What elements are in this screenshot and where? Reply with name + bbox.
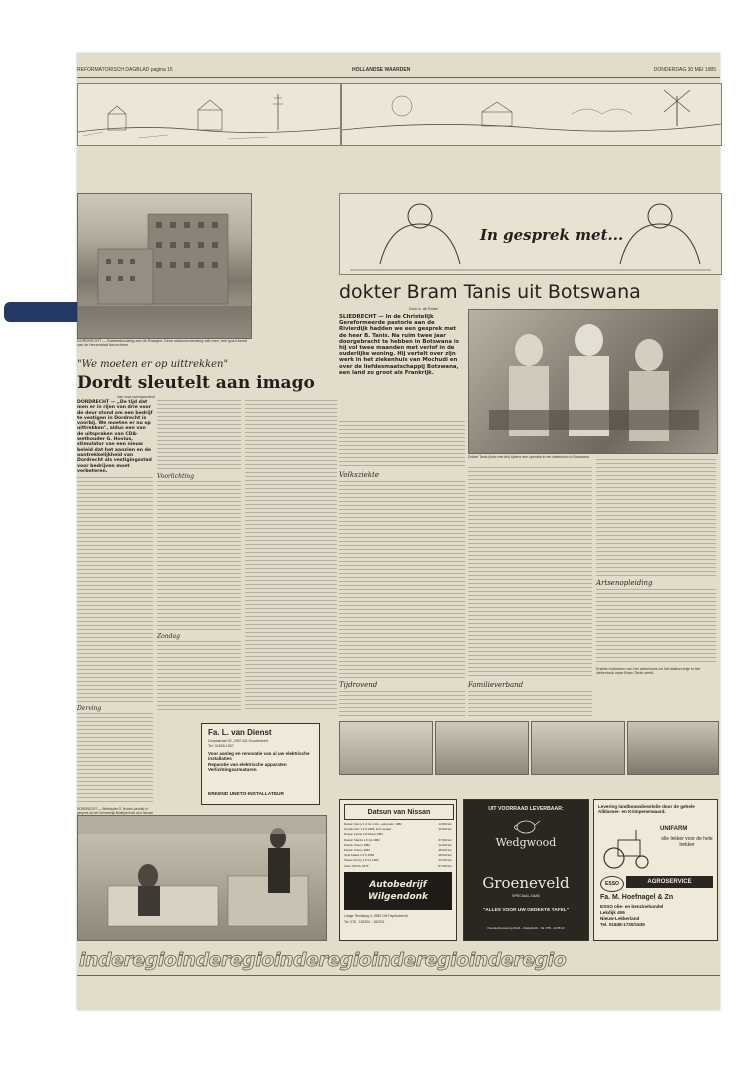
esso-brand: UNIFARM bbox=[660, 826, 688, 832]
dienst-line-1: Voor aanleg en renovatie van al uw elektrische installaties bbox=[208, 751, 310, 762]
dienst-address: Dorpsstraat 32, 2957 AG Goudeweert bbox=[208, 739, 269, 743]
interview-byline: Door A. de Ruiter bbox=[409, 307, 439, 311]
interview-header-drawing bbox=[339, 193, 722, 275]
interview-subhead-tijdrovend: Tijdrovend bbox=[339, 681, 378, 689]
page-bookmark-tab bbox=[4, 302, 78, 322]
esso-address-block bbox=[600, 904, 715, 928]
strip-photo-2 bbox=[435, 721, 529, 775]
ad-datsun bbox=[339, 799, 457, 941]
strip-photo-1 bbox=[339, 721, 433, 775]
dienst-phone: Tel. 01828-1507 bbox=[208, 744, 234, 748]
datsun-row-price: 67.000 km bbox=[438, 837, 452, 842]
teapot-icon bbox=[511, 816, 541, 834]
left-col2-text bbox=[157, 400, 241, 472]
interview-headline: dokter Bram Tanis uit Botswana bbox=[339, 281, 641, 303]
office-photo-image bbox=[78, 816, 326, 940]
dienst-lines bbox=[208, 751, 316, 773]
left-subhead-derving: Derving bbox=[77, 705, 102, 712]
datsun-row-car: Datsun Laurel 2.8 Diesel 1981 bbox=[344, 832, 383, 837]
datsun-address: Lange Tiendweg 4, 2953 CM Papendrecht bbox=[344, 914, 408, 918]
interview-bottom-caption: Enkele indrukken van het ziekenhuis en het stationnetje in het ziekenhuis waar Bram Tanis werkt. bbox=[596, 667, 701, 676]
dienst-line-3: Verlichtingsarmaturen bbox=[208, 767, 257, 773]
tractor-icon bbox=[600, 822, 654, 870]
interview-col2-text bbox=[468, 467, 592, 679]
wedgwood-tagline: "ALLES VOOR UW GEDEKTE TAFEL" bbox=[482, 908, 569, 913]
interview-col1-text-3 bbox=[339, 691, 465, 717]
header-date: DONDERDAG 30 MEI 1985 bbox=[653, 67, 716, 73]
datsun-row-car: Datsun Cherry 1982 bbox=[344, 842, 370, 847]
header-rule bbox=[77, 77, 720, 78]
wedgwood-top: UIT VOORRAAD LEVERBAAR: bbox=[488, 806, 564, 812]
interview-col3-text-2 bbox=[596, 589, 716, 665]
header-section: HOLLANDSE WAARDEN bbox=[352, 67, 411, 73]
left-col1-text bbox=[77, 477, 153, 705]
footer-rule bbox=[77, 975, 720, 976]
esso-phone: Tel. 01848-1730/1635 bbox=[600, 922, 645, 927]
ad-wedgwood bbox=[463, 799, 589, 941]
newspaper-page bbox=[77, 53, 720, 1010]
interview-subhead-artsenopleiding: Artsenopleiding bbox=[596, 579, 653, 587]
esso-logo: ESSO bbox=[600, 876, 624, 892]
esso-line-2: Lekdijk 406 bbox=[600, 910, 625, 915]
left-article-byline: Van onze correspondent bbox=[117, 395, 155, 399]
interview-photo-caption: Dokter Tanis (links met bril) tijdens een operatie in het ziekenhuis in Botswana. bbox=[468, 455, 590, 459]
datsun-row-price: 22.000 km bbox=[438, 858, 452, 863]
village-sketch-drawing bbox=[78, 84, 340, 145]
surgery-photo-image bbox=[469, 310, 717, 453]
left-photo2-caption: DORDRECHT — Wethouder G. Hovius (rechts) in gesprek op het Gemeenlijk Bedrijvenhuis voor nieuwe bbox=[77, 807, 154, 816]
interview-subhead-volksziekte: Volksziekte bbox=[339, 471, 379, 479]
datsun-phone: Tel. 078 - 152200 - 152201 bbox=[344, 920, 385, 924]
datsun-row-car: Datsun Sunny 1.4 GL 4 drs., automatic, 1982 bbox=[344, 822, 402, 826]
ad-van-dienst bbox=[201, 723, 320, 805]
datsun-row-price: 42.000 km bbox=[438, 842, 452, 847]
buildings-photo-image bbox=[78, 194, 251, 338]
groeneveld-sub: SPECIAAL ZAAK bbox=[512, 894, 540, 898]
windmill-sketch-drawing bbox=[342, 84, 721, 145]
sketch-right bbox=[341, 83, 722, 146]
datsun-row-car: Opel Kadett 1.3 S 1983 bbox=[344, 853, 375, 858]
interview-photo-strip bbox=[339, 721, 720, 773]
page-header bbox=[77, 67, 720, 77]
esso-line-3: Nieuw-Lekkerland bbox=[600, 916, 640, 921]
left-col1-text-2 bbox=[77, 713, 153, 805]
left-article-kicker: "We moeten er op uittrekken" bbox=[77, 359, 229, 370]
left-photo-buildings bbox=[77, 193, 252, 339]
dienst-footer: ERKEND UNETO-INSTALLATEUR bbox=[208, 792, 284, 797]
interview-kicker: In gesprek met... bbox=[480, 226, 624, 244]
interview-subhead-familieverband: Familieverband bbox=[468, 681, 524, 689]
left-col3-text bbox=[245, 400, 337, 711]
interview-col2-text-2 bbox=[468, 691, 592, 717]
datsun-title: Datsun van Nissan bbox=[344, 804, 454, 820]
datsun-row-price: 45.000 km bbox=[438, 827, 452, 832]
datsun-row bbox=[344, 864, 452, 869]
wedgwood-brand: Wedgwood bbox=[495, 836, 557, 849]
dienst-name: Fa. L. van Dienst bbox=[208, 728, 272, 737]
datsun-row-price: 28.000 km bbox=[438, 853, 452, 858]
left-col2-text-2 bbox=[157, 481, 241, 631]
interview-lead: SLIEDRECHT — In de Christelijk Gereformeerde pastorie aan de Rivierdijk hadden we een gesprek met de heer B. Tanis. Na ruim twee jaar doorgebracht te hebben in Botswana is hij vol twee maanden met verlof in de ouderlijke woning. Hij vertelt over zijn werk in het ziekenhuis van Mochudi en over de liefdesmaatschappij Botswana, een land zo groot als Frankrijk. bbox=[339, 314, 459, 376]
esso-top: Levering landbouwdieselolie door de gehele Alblasser- en Krimpenerwaard. bbox=[598, 804, 695, 815]
header-left: REFORMATORISCH DAGBLAD pagina 15 bbox=[77, 67, 173, 73]
datsun-row-price: 87.000 km bbox=[438, 863, 452, 868]
dienst-line-2: Reparatie van elektrische apparaten bbox=[208, 761, 287, 767]
left-col2-text-3 bbox=[157, 641, 241, 711]
interview-photo-surgery bbox=[468, 309, 718, 454]
interview-col1-text bbox=[339, 421, 465, 469]
left-photo-office bbox=[77, 815, 327, 941]
left-photo-caption: DORDRECHT — Kadebebouwing aan de Braaijen. Deze stadsvernieuwing valt mee, een goed beeld van de binnenstad bevorderen. bbox=[77, 339, 248, 348]
strip-photo-3 bbox=[531, 721, 625, 775]
esso-slogan: olie lekker voor de hele trekker bbox=[661, 836, 713, 848]
esso-agroservice: AGROSERVICE bbox=[626, 876, 713, 888]
left-article-headline: Dordt sleutelt aan imago bbox=[77, 373, 315, 393]
datsun-row-car: Datsun Stanza 1.6 GL 1982 bbox=[344, 837, 380, 842]
in-de-regio-banner: inderegioinderegioinderegioinderegioinderegio bbox=[79, 949, 567, 971]
left-article-lead: DORDRECHT — „De tijd dat men er in rijen van drie voor de deur stond om een bedrijf te vestigen in Dordrecht is voorbij. We moeten er nu op uittrekken", aldus een van de uitspraken van CDA-wethouder G. Hovius, stimulator van een nieuw beleid dat het aanzien en de aantrekkelijkheid van Dordrecht als vestigingsstad voor bedrijven moet verbeteren. bbox=[77, 400, 153, 474]
datsun-logo: Autobedrijf Wilgendonk bbox=[344, 872, 452, 910]
datsun-row-car: Nissan Sunny 1.5 GL 1983 bbox=[344, 858, 379, 863]
datsun-row-car: Datsun Cherry 1983 bbox=[344, 848, 370, 853]
left-subhead-zondag: Zondag bbox=[157, 633, 180, 640]
left-subhead-voorlichting: Voorlichting bbox=[157, 473, 194, 480]
groeneveld-brand: Groeneveld bbox=[482, 874, 570, 892]
datsun-row-price: 12.950 km bbox=[438, 822, 452, 826]
datsun-list bbox=[344, 822, 452, 869]
datsun-row-car: Volvo 343 DL 1979 bbox=[344, 863, 369, 868]
strip-photo-4 bbox=[627, 721, 719, 775]
datsun-row-price: 38.000 km bbox=[438, 848, 452, 853]
interview-col3-text bbox=[596, 459, 716, 577]
interview-col1-text-2 bbox=[339, 481, 465, 679]
esso-company: Fa. M. Hoefnagel & Zn bbox=[600, 894, 674, 901]
wedgwood-address: Noordenbrennering 39-41 - Zwijndrecht - Tel. 078 - 12 88 10 bbox=[487, 926, 565, 930]
sketch-left bbox=[77, 83, 341, 146]
ad-esso-hoefnagel bbox=[593, 799, 718, 941]
datsun-row-car: Honda Civic 1.3 S 1980, licht metaal bbox=[344, 827, 391, 832]
esso-line-1: ESSO olie- en benzinehandel bbox=[600, 904, 664, 909]
